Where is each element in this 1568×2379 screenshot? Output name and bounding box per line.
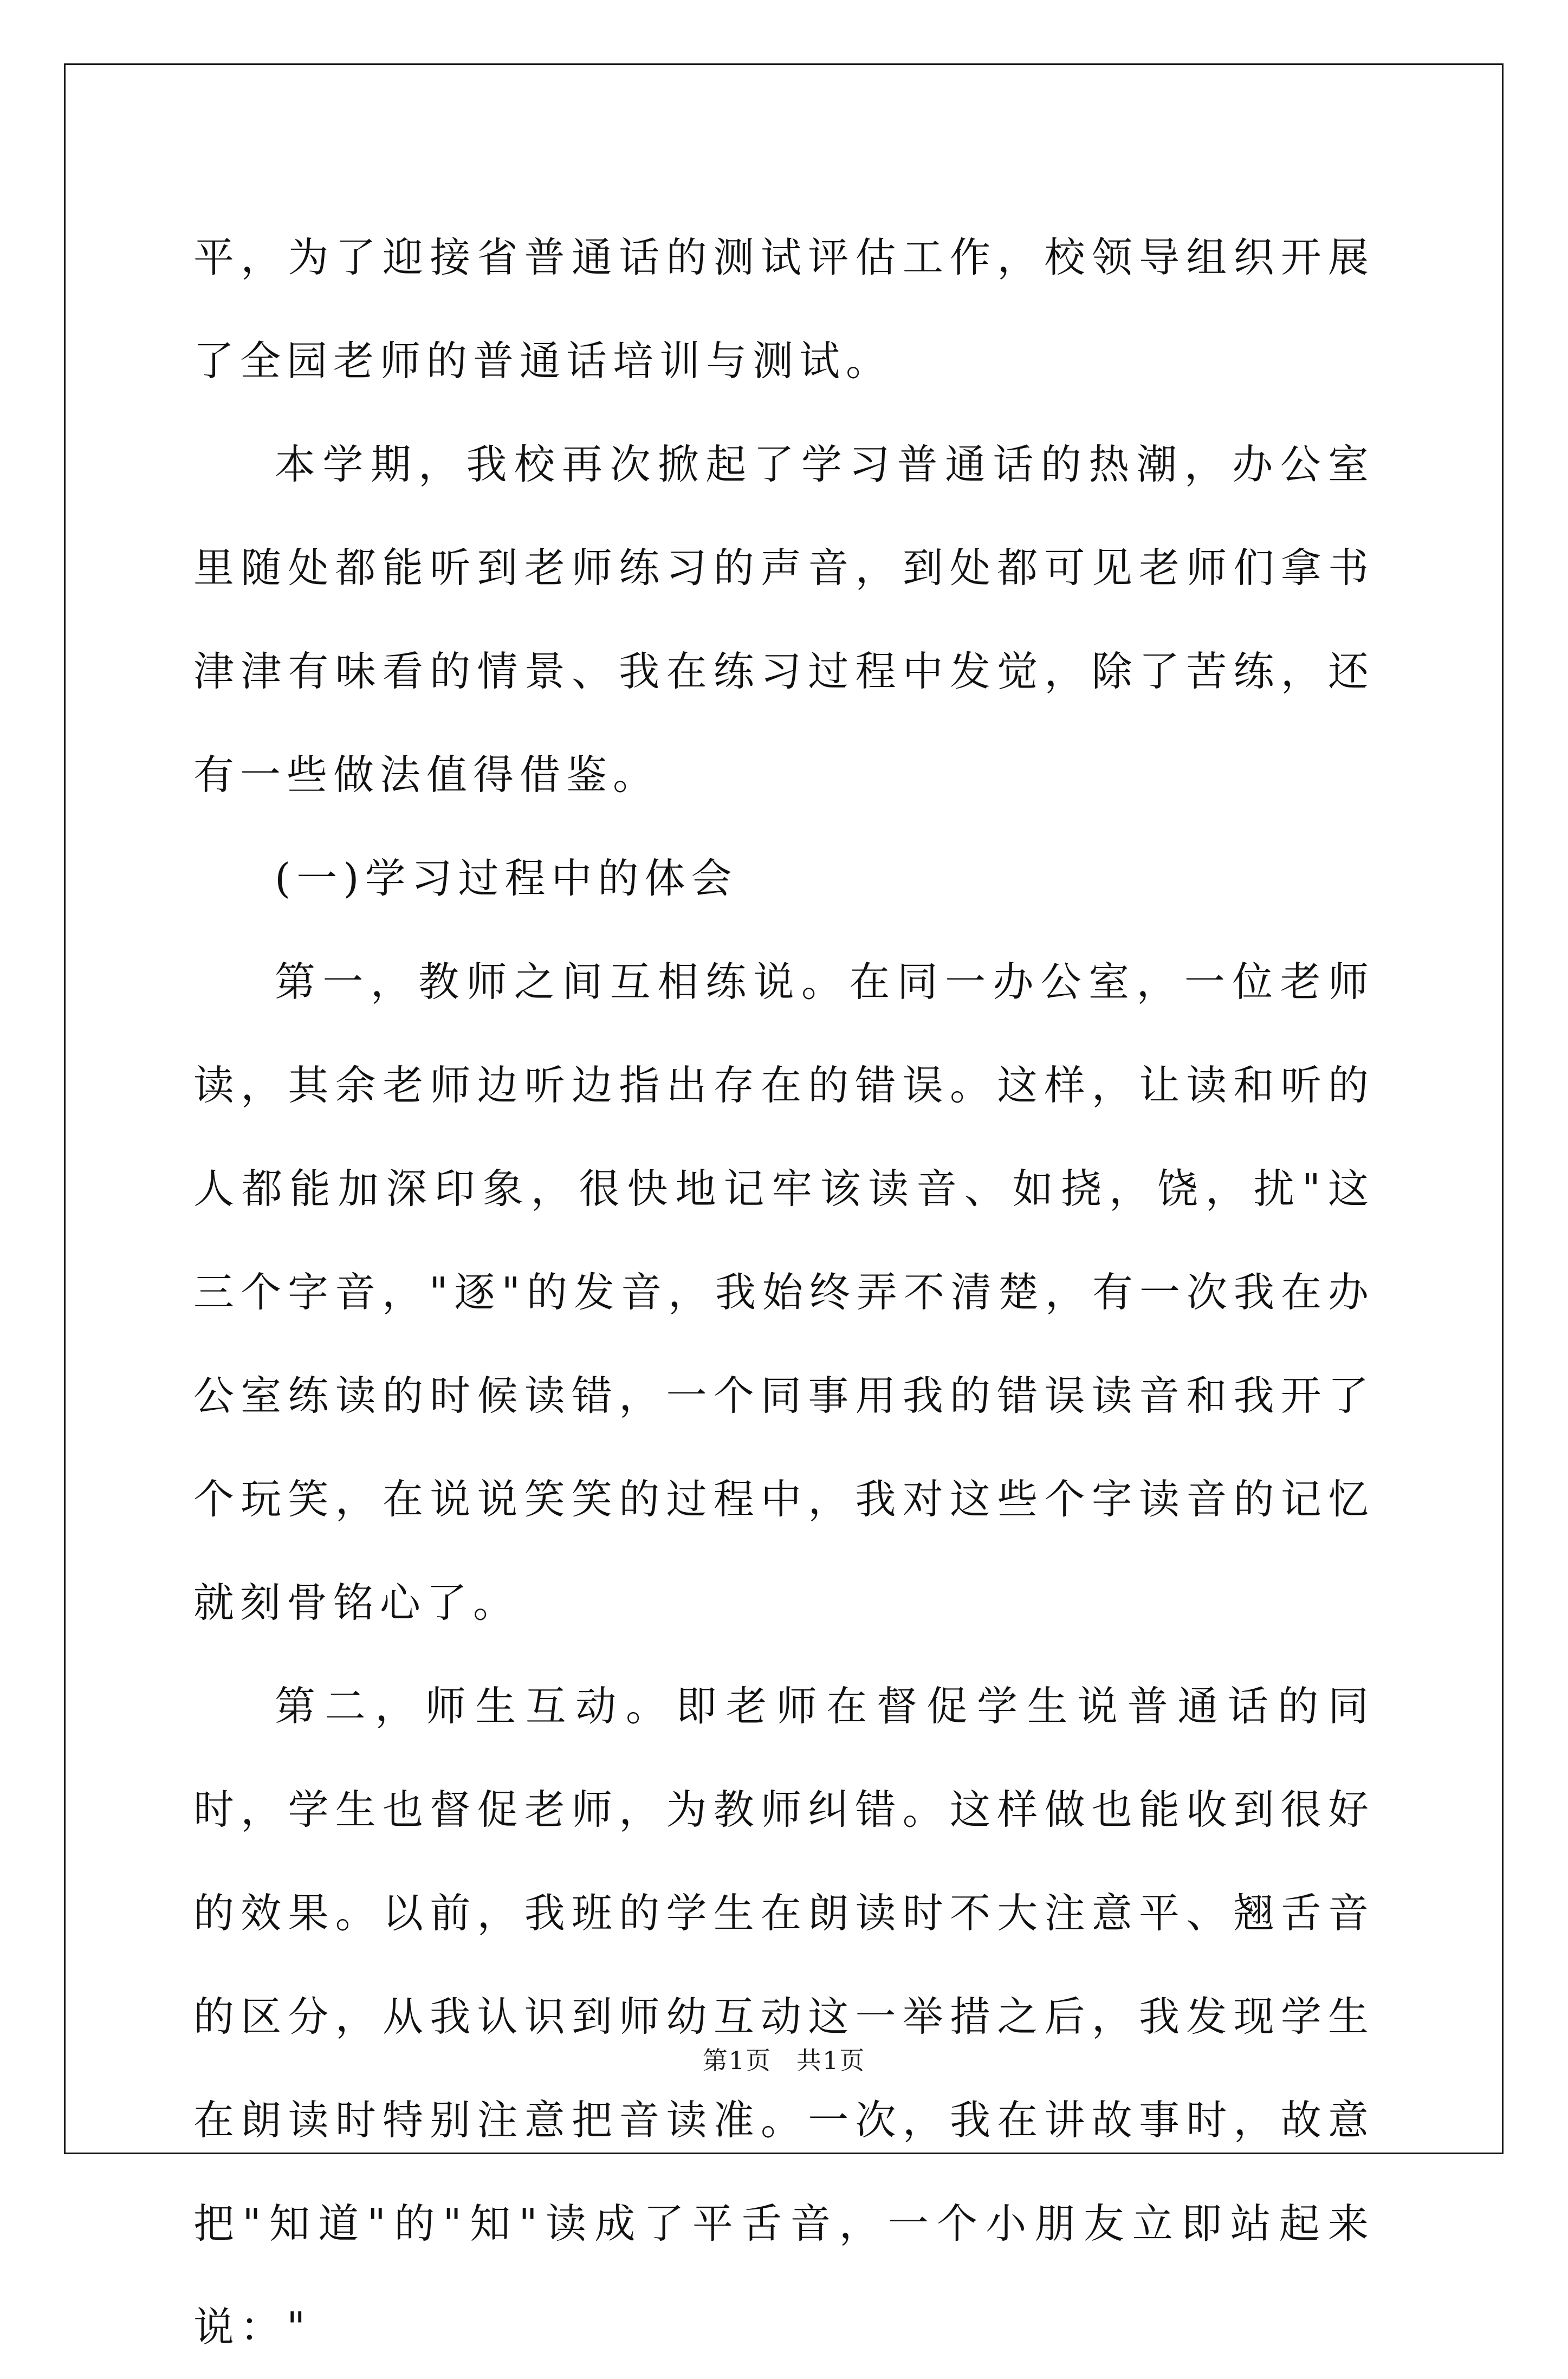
paragraph: 第二，师生互动。即老师在督促学生说普通话的同时，学生也督促老师，为教师纠错。这样做也能收到很好的效果。以前，我班的学生在朗读时不大注意平、翘舌音的区分，从我认识到师幼互动这一举措之后，我发现学生在朗读时特别注意把音读准。一次，我在讲故事时，故意把"知道"的"知"读成了平舌音，一个小朋友立即站起来说：" — [193, 1682, 1375, 2351]
page-total: 共1页 — [796, 2046, 866, 2075]
page-number: 第1页 — [702, 2046, 772, 2075]
page-footer — [0, 2044, 1568, 2077]
paragraph: 第一，教师之间互相练说。在同一办公室，一位老师读，其余老师边听边指出存在的错误。这样，让读和听的人都能加深印象，很快地记牢该读音、如挠，饶，扰"这三个字音，"逐"的发音，我始终弄不清楚，有一次我在办公室练读的时候读错，一个同事用我的错误读音和我开了个玩笑，在说说笑笑的过程中，我对这些个字读音的记忆就刻骨铭心了。 — [193, 958, 1375, 1626]
paragraph: 本学期，我校再次掀起了学习普通话的热潮，办公室里随处都能听到老师练习的声音，到处都可见老师们拿书津津有味看的情景、我在练习过程中发觉，除了苦练，还有一些做法值得借鉴。 — [193, 440, 1375, 799]
section-heading: (一)学习过程中的体会 — [275, 854, 738, 902]
paragraph: 平，为了迎接省普通话的测试评估工作，校领导组织开展了全园老师的普通话培训与测试。 — [193, 234, 1375, 385]
